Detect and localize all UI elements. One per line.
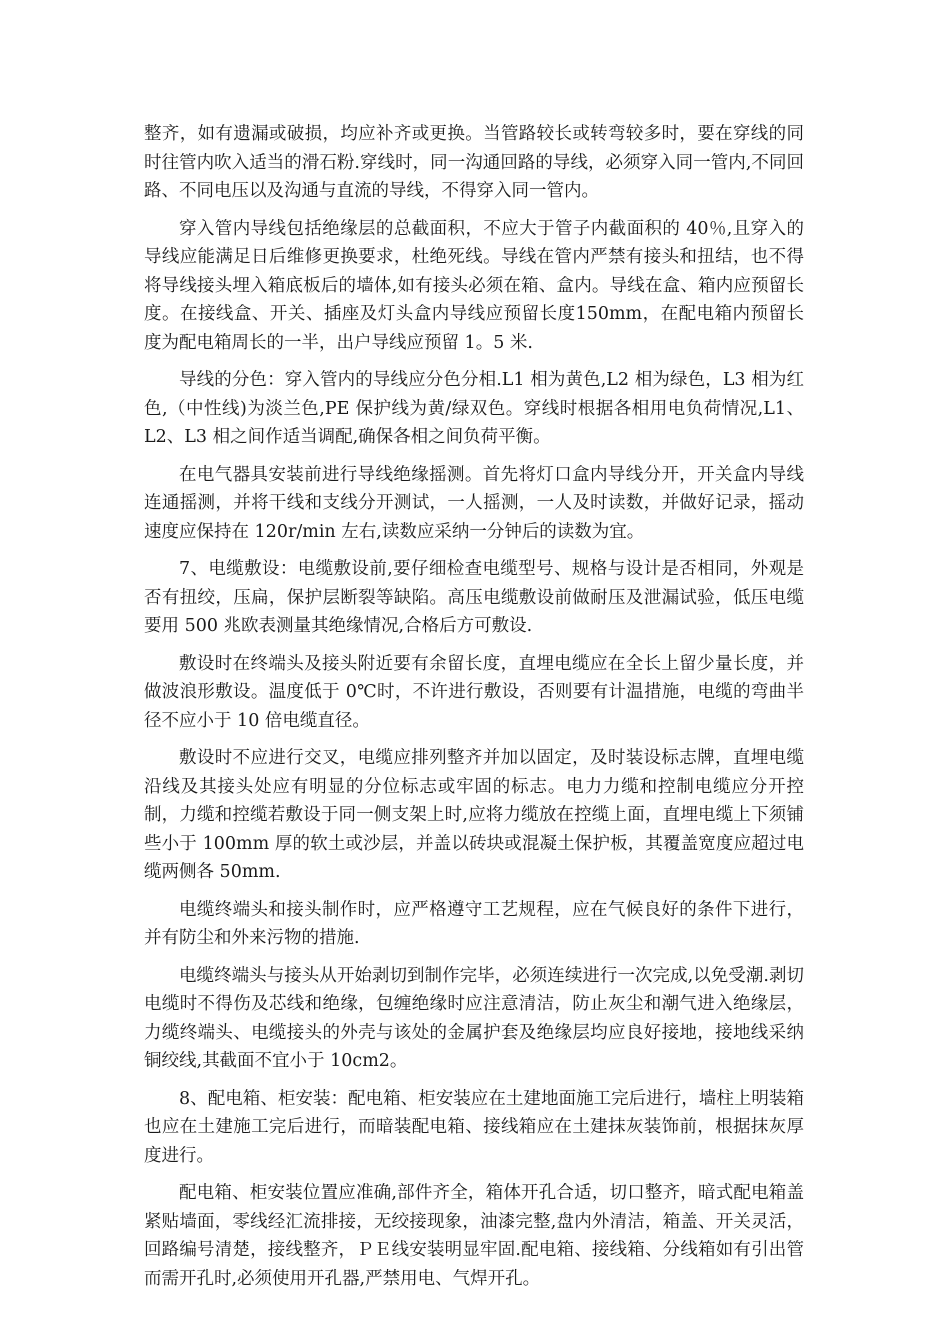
paragraph-2: 穿入管内导线包括绝缘层的总截面积，不应大于管子内截面积的 40％,且穿入的导线应能满足日后维修更换要求，杜绝死线。导线在管内严禁有接头和扭结，也不得将导线接头埋入箱底板后的墙体,如有接头必须在箱、盒内。导线在盒、箱内应预留长度。在接线盒、开关、插座及灯头盒内导线应预留长度150mm，在配电箱内预留长度为配电箱周长的一半，出户导线应预留 1。5 米. — [144, 218, 804, 353]
paragraph-7: 敷设时不应进行交叉，电缆应排列整齐并加以固定，及时装设标志牌，直埋电缆沿线及其接头处应有明显的分位标志或牢固的标志。电力力缆和控制电缆应分开控制，力缆和控缆若敷设于同一侧支架上时,应将力缆放在控缆上面，直埋电缆上下须铺些小于 100mm 厚的软土或沙层，并盖以砖块或混凝土保护板，其覆盖宽度应超过电缆两侧各 50mm. — [144, 748, 804, 882]
paragraph-4: 在电气器具安装前进行导线绝缘摇测。首先将灯口盒内导线分开，开关盒内导线连通摇测，并将干线和支线分开测试，一人摇测，一人及时读数，并做好记录，摇动速度应保持在 120r/min 左右,读数应采纳一分钟后的读数为宜。 — [144, 464, 804, 542]
paragraph-3: 导线的分色：穿入管内的导线应分色分相.L1 相为黄色,L2 相为绿色，L3 相为红色,（中性线)为淡兰色,PE 保护线为黄/绿双色。穿线时根据各相用电负荷情况,L1、L2、L3 相之间作适当调配,确保各相之间负荷平衡。 — [144, 370, 804, 447]
paragraph-6: 敷设时在终端头及接头附近要有余留长度，直埋电缆应在全长上留少量长度，并做波浪形敷设。温度低于 0℃时，不许进行敷设，否则要有计温措施，电缆的弯曲半径不应小于 10 倍电缆直径。 — [144, 653, 804, 731]
paragraph-5: 7、电缆敷设：电缆敷设前,要仔细检查电缆型号、规格与设计是否相同，外观是否有扭绞，压扁，保护层断裂等缺陷。高压电缆敷设前做耐压及泄漏试验，低压电缆要用 500 兆欧表测量其绝缘情况,合格后方可敷设. — [144, 559, 804, 636]
paragraph-9: 电缆终端头与接头从开始剥切到制作完毕，必须连续进行一次完成,以免受潮.剥切电缆时不得伤及芯线和绝缘，包缠绝缘时应注意清洁，防止灰尘和潮气进入绝缘层，力缆终端头、电缆接头的外壳与该处的金属护套及绝缘层均应良好接地，接地线采纳铜绞线,其截面不宜小于 10cm2。 — [144, 965, 804, 1071]
paragraph-1: 整齐，如有遗漏或破损，均应补齐或更换。当管路较长或转弯较多时，要在穿线的同时往管内吹入适当的滑石粉.穿线时，同一沟通回路的导线，必须穿入同一管内,不同回路、不同电压以及沟通与直流的导线，不得穿入同一管内。 — [144, 124, 804, 201]
paragraph-8: 电缆终端头和接头制作时，应严格遵守工艺规程，应在气候良好的条件下进行，并有防尘和外来污物的措施. — [144, 899, 804, 948]
paragraph-10: 8、配电箱、柜安装：配电箱、柜安装应在土建地面施工完后进行，墙柱上明装箱也应在土建施工完后进行，而暗装配电箱、接线箱应在土建抹灰装饰前，根据抹灰厚度进行。 — [144, 1088, 804, 1166]
paragraph-11: 配电箱、柜安装位置应准确,部件齐全，箱体开孔合适，切口整齐，暗式配电箱盖紧贴墙面，零线经汇流排接，无绞接现象，油漆完整,盘内外清洁，箱盖、开关灵活，回路编号清楚，接线整齐，ＰＥ线安装明显牢固.配电箱、接线箱、分线箱如有引出管而需开孔时,必须使用开孔器,严禁用电、气焊开孔。 — [144, 1183, 804, 1289]
document-body — [144, 120, 804, 1302]
